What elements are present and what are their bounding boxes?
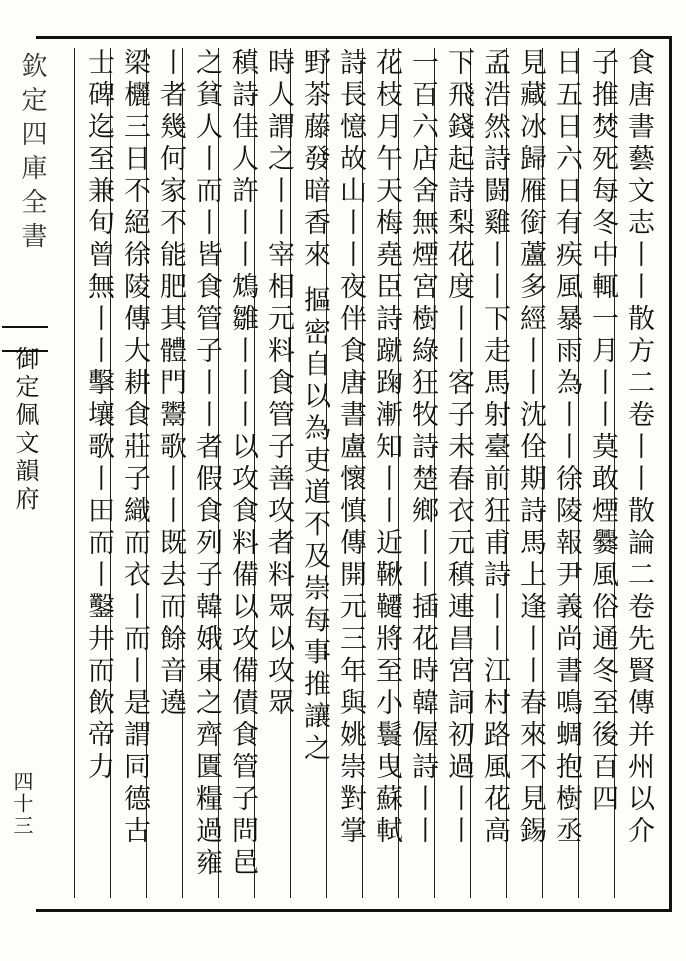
page-number: 四十三 — [10, 771, 34, 837]
text-column: 時人謂之丨丨宰相元料食管子善攻者料眾以攻眾 — [254, 48, 300, 898]
collection-title: 欽定四庫全書 — [17, 52, 47, 256]
book-title: 御定佩文韻府 — [11, 346, 39, 514]
text-column: 之貧人丨而丨皆食管子丨丨者假食列子韓娥東之齊匱糧過雍 — [182, 48, 228, 898]
text-column: 稹詩佳人許丨丨鴆雛丨丨丨以攻食料備以攻備債食管子問邑 — [218, 48, 264, 898]
text-column: 士碑迄至兼旬曾無丨丨擊壤歌丨田而丨鑿井而飲帝力 — [74, 48, 120, 898]
text-column: 詩長憶故山丨丨夜伴食唐書盧懷慎傳開元三年與姚崇對掌 — [326, 48, 372, 898]
text-column: 日五日六日有疾風暴雨為丨丨徐陵報尹義尚書鳴蜩抱樹丞 — [542, 48, 588, 898]
text-column: 梁欐三日不絕徐陵傳大耕食莊子織而衣丨而丨是謂同德古 — [110, 48, 156, 898]
text-column: 食唐書藝文志丨丨散方二卷丨丨散論二卷先賢傳并州以介 — [614, 48, 660, 898]
text-column: 一百六店舍無煙宮樹綠狂牧詩楚鄉丨丨插花時韓偓詩丨丨 — [398, 48, 444, 898]
text-column: 見藏冰歸雁銜蘆多經丨丨沈佺期詩馬上逢丨丨春來不見錫 — [506, 48, 552, 898]
text-column: 野茶藤發暗香來 摳密自以為吏道不及崇每事推讓之 — [290, 48, 336, 898]
text-column: 下飛錢起詩梨花度丨丨客子未春衣元稹連昌宮詞初過丨丨 — [434, 48, 480, 898]
text-column: 花枝月午天梅堯臣詩蹴踘漸知丨丨近鞦韆將至小鬟曳蘇軾 — [362, 48, 408, 898]
text-column: 丨者幾何家不能肥其體門鬻歌丨丨既去而餘音遶 — [146, 48, 192, 898]
text-column: 孟浩然詩闘雞丨丨下走馬射臺前狂甫詩丨丨江村路風花高 — [470, 48, 516, 898]
text-column: 子推焚死每冬中輒一月丨丨莫敢煙爨風俗通冬至後百四 — [578, 48, 624, 898]
